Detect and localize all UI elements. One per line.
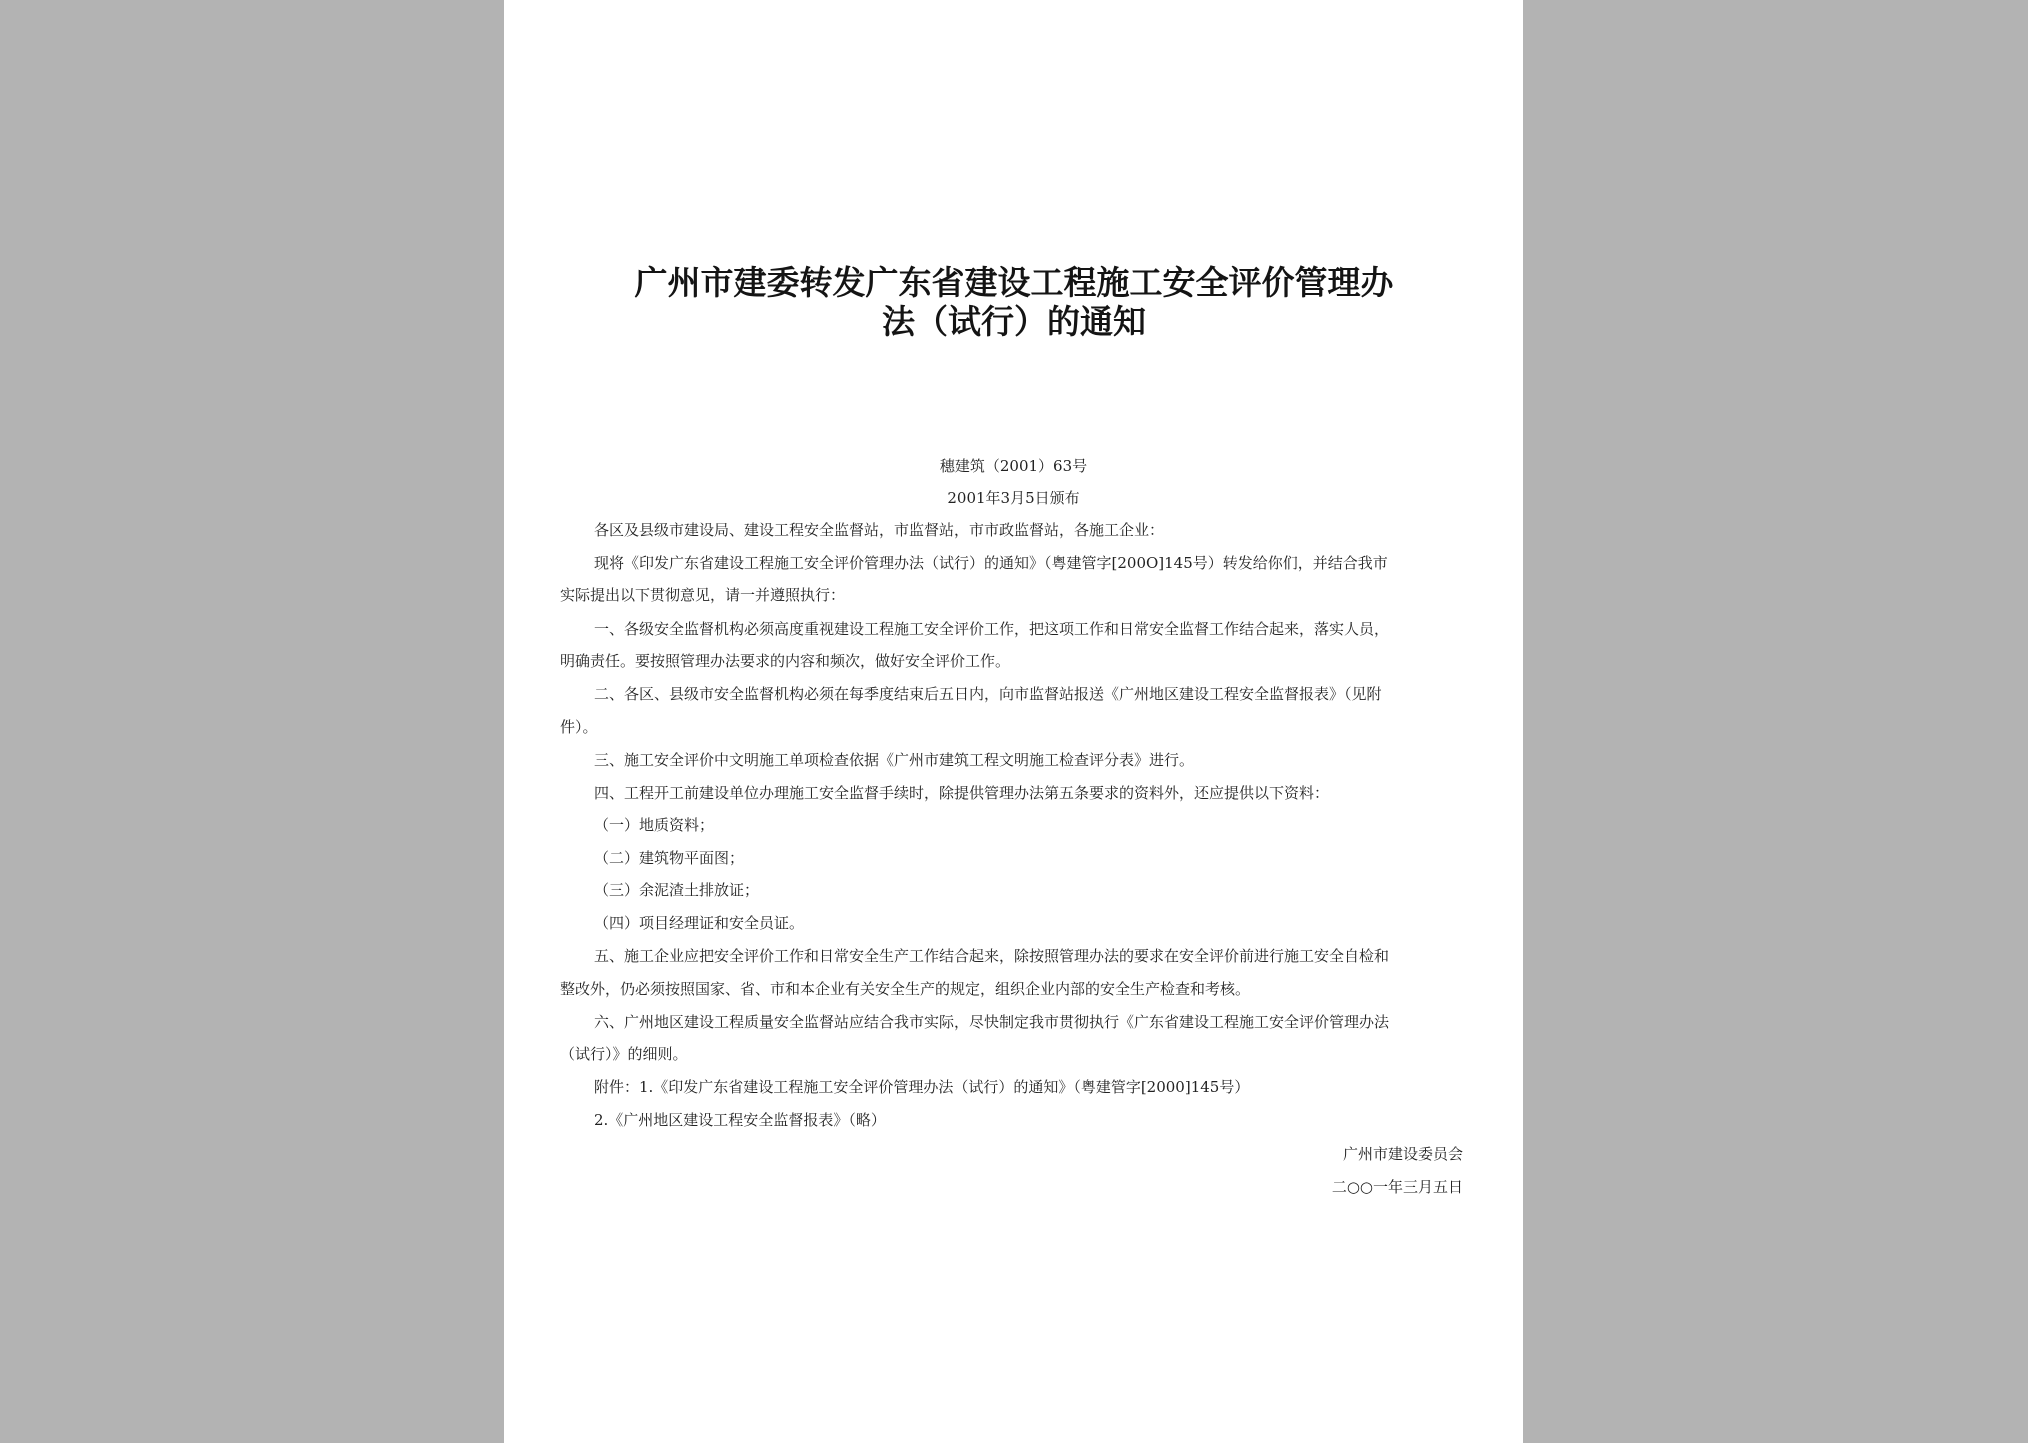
item-6-line-1: 六、广州地区建设工程质量安全监督站应结合我市实际，尽快制定我市贯彻执行《广东省建设工程施工安全评价管理办法 bbox=[594, 1013, 1390, 1031]
signature-organization: 广州市建设委员会 bbox=[1342, 1145, 1463, 1163]
signature-date: 二○○一年三月五日 bbox=[1331, 1178, 1463, 1196]
item-4-sub-1: （一）地质资料； bbox=[594, 816, 715, 834]
item-1-line-2: 明确责任。要按照管理办法要求的内容和频次，做好安全评价工作。 bbox=[560, 652, 1011, 670]
intro-paragraph-line-2: 实际提出以下贯彻意见，请一并遵照执行： bbox=[560, 586, 846, 604]
item-1-line-1: 一、各级安全监督机构必须高度重视建设工程施工安全评价工作，把这项工作和日常安全监督工作结合起来，落实人员， bbox=[594, 620, 1390, 638]
item-2-line-1: 二、各区、县级市安全监督机构必须在每季度结束后五日内，向市监督站报送《广州地区建设工程安全监督报表》（见附 bbox=[594, 685, 1382, 703]
item-4-sub-4: （四）项目经理证和安全员证。 bbox=[594, 914, 805, 932]
document-number: 穗建筑（2001）63号 bbox=[939, 457, 1088, 475]
document-title-line-2: 法（试行）的通知 bbox=[882, 302, 1146, 341]
document-title-line-1: 广州市建委转发广东省建设工程施工安全评价管理办 bbox=[634, 263, 1394, 302]
item-6-line-2: （试行）》的细则。 bbox=[560, 1045, 688, 1063]
addressee-line: 各区及县级市建设局、建设工程安全监督站，市监督站，市市政监督站，各施工企业： bbox=[594, 521, 1165, 539]
attachment-2: 2.《广州地区建设工程安全监督报表》（略） bbox=[594, 1111, 886, 1129]
item-3-line: 三、施工安全评价中文明施工单项检查依据《广州市建筑工程文明施工检查评分表》进行。 bbox=[594, 751, 1195, 769]
issue-date: 2001年3月5日颁布 bbox=[947, 489, 1080, 507]
item-4-sub-3: （三）余泥渣土排放证； bbox=[594, 881, 760, 899]
item-4-sub-2: （二）建筑物平面图； bbox=[594, 849, 745, 867]
intro-paragraph-line-1: 现将《印发广东省建设工程施工安全评价管理办法（试行）的通知》（粤建管字[200O]145号）转发给你们，并结合我市 bbox=[594, 554, 1388, 572]
item-5-line-1: 五、施工企业应把安全评价工作和日常安全生产工作结合起来，除按照管理办法的要求在安全评价前进行施工安全自检和 bbox=[594, 947, 1390, 965]
item-5-line-2: 整改外，仍必须按照国家、省、市和本企业有关安全生产的规定，组织企业内部的安全生产检查和考核。 bbox=[560, 980, 1251, 998]
document-page bbox=[504, 0, 1523, 1443]
attachment-1: 附件：1.《印发广东省建设工程施工安全评价管理办法（试行）的通知》（粤建管字[2000]145号） bbox=[594, 1078, 1250, 1096]
item-2-line-2: 件）。 bbox=[560, 718, 598, 736]
item-4-line: 四、工程开工前建设单位办理施工安全监督手续时，除提供管理办法第五条要求的资料外，还应提供以下资料： bbox=[594, 784, 1330, 802]
